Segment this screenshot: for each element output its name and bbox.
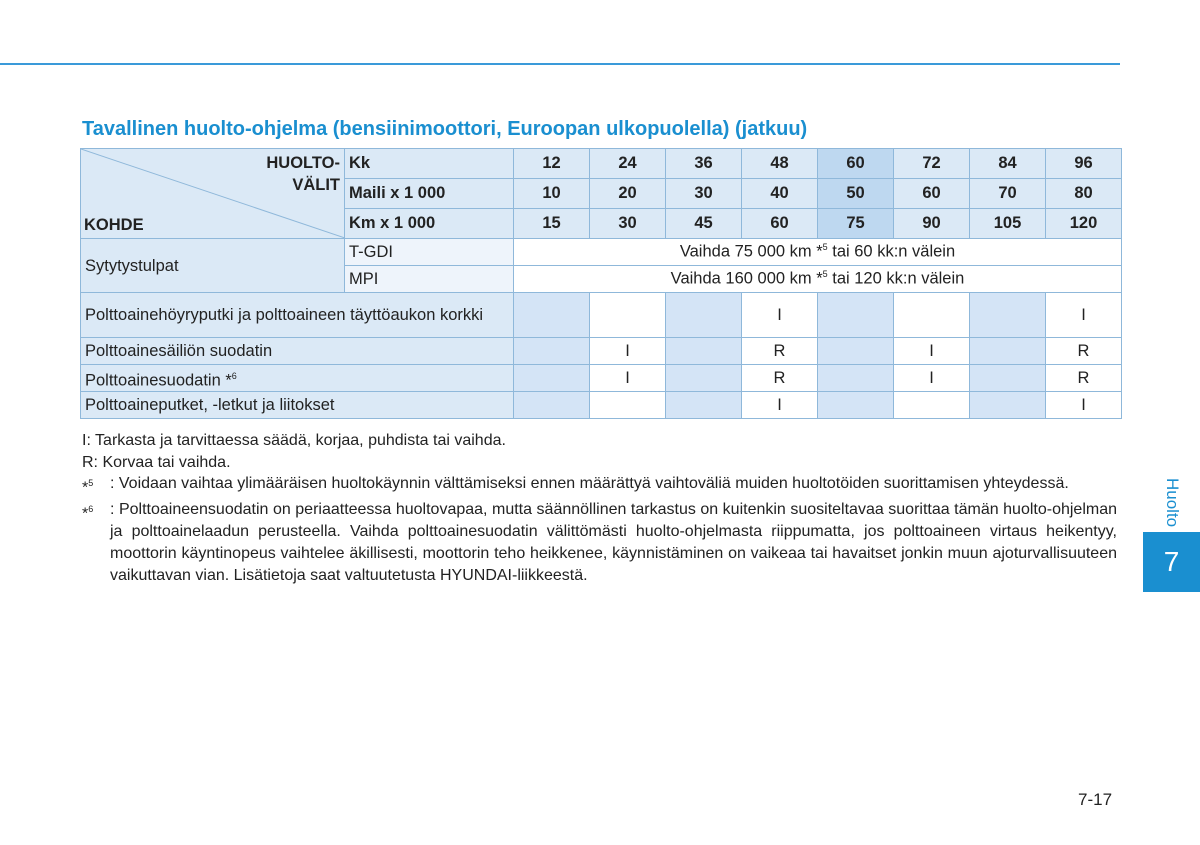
interval-text: Vaihda 75 000 km * <box>679 242 823 261</box>
header-value: 120 <box>1046 209 1122 239</box>
table-cell: I <box>1046 392 1122 419</box>
table-cell <box>970 365 1046 392</box>
table-cell <box>818 293 894 338</box>
item-label <box>81 365 514 392</box>
header-value: 70 <box>970 179 1046 209</box>
table-row <box>81 293 1122 338</box>
footnote-asterisk: * <box>82 505 89 523</box>
table-cell <box>818 392 894 419</box>
maintenance-schedule-table <box>80 148 1122 419</box>
table-cell: R <box>1046 365 1122 392</box>
footnote-number: 5 <box>88 478 94 489</box>
table-cell <box>894 392 970 419</box>
table-cell: I <box>1046 293 1122 338</box>
item-label: Polttoainehöyryputki ja polttoaineen täyttöaukon korkki <box>81 293 514 338</box>
header-value: 36 <box>666 149 742 179</box>
footnote-5 <box>82 473 1117 499</box>
engine-label-tgdi: T-GDI <box>345 239 514 266</box>
table-cell: R <box>1046 338 1122 365</box>
header-value: 30 <box>590 209 666 239</box>
header-label-km: Km x 1 000 <box>345 209 514 239</box>
header-value: 24 <box>590 149 666 179</box>
table-cell <box>514 392 590 419</box>
header-value: 48 <box>742 149 818 179</box>
page-number: 7-17 <box>1078 790 1113 809</box>
table-cell <box>666 338 742 365</box>
top-rule <box>0 63 1120 65</box>
table-cell <box>590 392 666 419</box>
table-cell <box>970 338 1046 365</box>
corner-item-label: KOHDE <box>84 216 144 234</box>
header-value: 75 <box>818 209 894 239</box>
table-cell: R <box>742 365 818 392</box>
table-cell <box>818 338 894 365</box>
chapter-tab-number: 7 <box>1143 532 1200 592</box>
footnote-mark <box>82 473 110 499</box>
item-label-spark-plugs: Sytytystulpat <box>81 239 345 293</box>
table-cell: I <box>590 338 666 365</box>
table-cell <box>514 293 590 338</box>
header-value: 90 <box>894 209 970 239</box>
table-cell <box>590 293 666 338</box>
header-label-months: Kk <box>345 149 514 179</box>
footnote-ref: 6 <box>231 370 237 381</box>
chapter-tab-label: Huolto <box>1163 478 1182 528</box>
spark-plug-interval-tgdi <box>514 239 1122 266</box>
interval-text: tai 120 kk:n välein <box>827 269 965 288</box>
footnote-asterisk: * <box>82 479 89 497</box>
table-cell <box>666 293 742 338</box>
header-value: 60 <box>818 149 894 179</box>
item-label-text: Polttoainesuodatin * <box>85 371 232 390</box>
spark-plug-interval-mpi <box>514 266 1122 293</box>
footnote-text: : Polttoaineensuodatin on periaatteessa huoltovapaa, mutta säännöllinen tarkastus on kuitenkin suositeltavaa suorittaa tämän huolto-ohjelman ja polttoainelaadun perusteella. Vaihda polttoainesuodatin välittömästi huolto-ohjelmasta riippumatta, jos polttoaineen virtaus heikentyy, moottorin käyntinopeus vaihtelee äkillisesti, moottorin teho heikkenee, käynnistäminen on vaikeaa tai havaitset jonkin muun ajoturvallisuuteen vaikuttavan vian. Lisätietoja saat valtuutetusta HYUNDAI-liikkeestä. <box>110 501 1117 584</box>
footnote-ref: 5 <box>822 269 828 280</box>
table-cell: I <box>590 365 666 392</box>
table-cell <box>666 365 742 392</box>
footnote-number: 6 <box>88 504 94 515</box>
table-corner-cell <box>81 149 345 239</box>
table-cell: I <box>742 392 818 419</box>
table-cell <box>970 293 1046 338</box>
interval-text: tai 60 kk:n välein <box>827 242 956 261</box>
interval-text: Vaihda 160 000 km * <box>670 269 823 288</box>
table-cell <box>666 392 742 419</box>
table-cell <box>894 293 970 338</box>
page-title: Tavallinen huolto-ohjelma (bensiinimoottori, Euroopan ulkopuolella) (jatkuu) <box>82 118 808 140</box>
table-row <box>81 392 1122 419</box>
corner-intervals-label <box>266 152 340 196</box>
header-value: 10 <box>514 179 590 209</box>
header-row-months <box>81 149 1122 179</box>
table-cell: R <box>742 338 818 365</box>
legend-replace: R: Korvaa tai vaihda. <box>82 453 231 471</box>
engine-label-mpi: MPI <box>345 266 514 293</box>
header-value: 72 <box>894 149 970 179</box>
notes-section <box>82 430 1117 586</box>
header-value: 84 <box>970 149 1046 179</box>
header-value: 60 <box>894 179 970 209</box>
table-row <box>81 338 1122 365</box>
table-cell <box>970 392 1046 419</box>
header-value: 80 <box>1046 179 1122 209</box>
footnote-text: : Voidaan vaihtaa ylimääräisen huoltokäynnin välttämiseksi ennen määrättyä vaihtoväliä muiden huoltotöiden suorittamisen yhteydessä. <box>110 475 1069 493</box>
item-label: Polttoainesäiliön suodatin <box>81 338 514 365</box>
table-cell <box>514 365 590 392</box>
legend-inspect: I: Tarkasta ja tarvittaessa säädä, korjaa, puhdista tai vaihda. <box>82 432 506 449</box>
item-label: Polttoaineputket, -letkut ja liitokset <box>81 392 514 419</box>
header-value: 12 <box>514 149 590 179</box>
header-value: 20 <box>590 179 666 209</box>
table-row-spark-plugs-tgdi <box>81 239 1122 266</box>
header-value: 50 <box>818 179 894 209</box>
header-value: 30 <box>666 179 742 209</box>
corner-intervals-line2: VÄLIT <box>292 176 340 194</box>
header-label-miles: Maili x 1 000 <box>345 179 514 209</box>
footnote-ref: 5 <box>822 242 828 253</box>
header-value: 96 <box>1046 149 1122 179</box>
table-cell <box>818 365 894 392</box>
table-cell: I <box>742 293 818 338</box>
corner-intervals-line1: HUOLTO- <box>266 154 340 172</box>
table-cell: I <box>894 338 970 365</box>
footnote-6 <box>82 499 1117 586</box>
table-row <box>81 365 1122 392</box>
header-value: 15 <box>514 209 590 239</box>
table-cell <box>514 338 590 365</box>
footnote-mark <box>82 499 110 586</box>
table-cell: I <box>894 365 970 392</box>
header-value: 45 <box>666 209 742 239</box>
header-value: 105 <box>970 209 1046 239</box>
header-value: 60 <box>742 209 818 239</box>
header-value: 40 <box>742 179 818 209</box>
